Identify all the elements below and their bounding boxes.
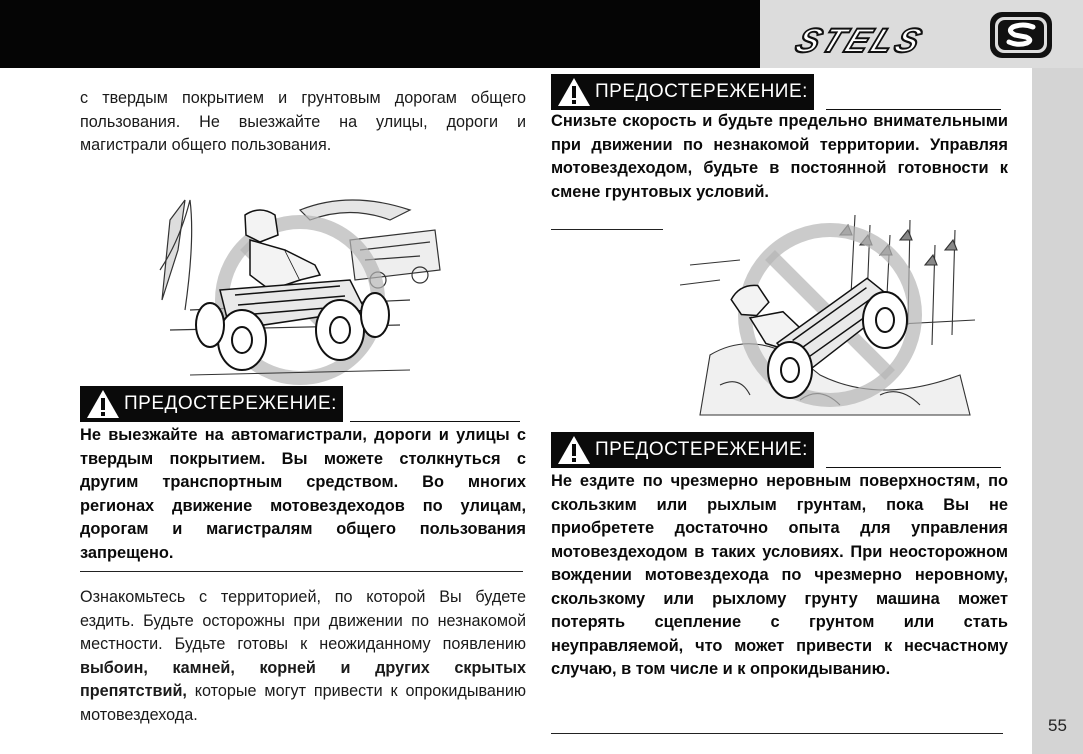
warning-triangle-icon [557, 77, 591, 107]
brand-logo-area [760, 0, 1083, 68]
warning-underline [350, 421, 520, 422]
para-text-bold: выбоин, камней, корней и других скрытых препятствий, [80, 658, 526, 700]
atv-rough-terrain-illustration [680, 205, 980, 425]
warning-title: ПРЕДОСТЕРЕЖЕНИЕ: [124, 393, 337, 414]
right-warning-header-2 [551, 432, 1001, 468]
page-number: 55 [1048, 716, 1067, 735]
terrain-paragraph [80, 586, 526, 727]
atv-road-illustration [150, 180, 450, 390]
left-warning-rule [80, 571, 523, 572]
header-bar [0, 0, 760, 68]
warning-title: ПРЕДОСТЕРЕЖЕНИЕ: [595, 81, 808, 102]
right-warning-text-1: Снизьте скорость и будьте предельно внимательными при движении по незнакомой территории. Управляя мотовездеходом, будьте в постоянной готовности к смене грунтовых условий. [551, 112, 1008, 201]
stels-logo-icon [760, 0, 1083, 68]
warning-triangle-icon [86, 389, 120, 419]
right-warning-text-2: Не ездите по чрезмерно неровным поверхностям, по скользким или рыхлым грунтам, пока Вы не приобретете достаточно опыта для управления мотовездеходом в таких условиях. При неосторожном вождении мотовездехода по чрезмерно неровному, скользкому или рыхлому грунту машина может потерять сцепление с грунтом или стать неуправляемой, что может привести к несчастному случаю, в том числе и к опрокидыванию. [551, 472, 1008, 678]
warning-label-box [80, 386, 343, 422]
para-text-end: которые могут привести к опрокидыванию мотовездехода. [80, 682, 526, 724]
left-warning-header [80, 386, 520, 422]
side-strip [1032, 68, 1083, 754]
warning-triangle-icon [557, 435, 591, 465]
warning-label-box [551, 432, 814, 468]
warning-title: ПРЕДОСТЕРЕЖЕНИЕ: [595, 439, 808, 460]
intro-text: с твердым покрытием и грунтовым дорогам общего пользования. Не выезжайте на улицы, дороги и магистрали общего пользования. [80, 89, 526, 154]
right-warning-header-1 [551, 74, 1001, 110]
svg-text:STELS: STELS [790, 22, 930, 60]
para-text-start: Ознакомьтесь с территорией, по которой Вы будете ездить. Будьте осторожны при движении по незнакомой местности. Будьте готовы к неожиданному появлению [80, 588, 526, 653]
left-warning-text: Не выезжайте на автомагистрали, дороги и улицы с твердым покрытием. Вы можете столкнуться с другим транспортным средством. Во многих регионах движение мотовездеходов по улицам, дорогам и магистралям общего пользования запрещено. [80, 426, 526, 562]
warning-underline [826, 467, 1001, 468]
s-emblem-icon [990, 12, 1052, 58]
warning-label-box [551, 74, 814, 110]
right-warning-rule-1 [551, 229, 663, 230]
right-warning-rule-2 [551, 733, 1003, 734]
